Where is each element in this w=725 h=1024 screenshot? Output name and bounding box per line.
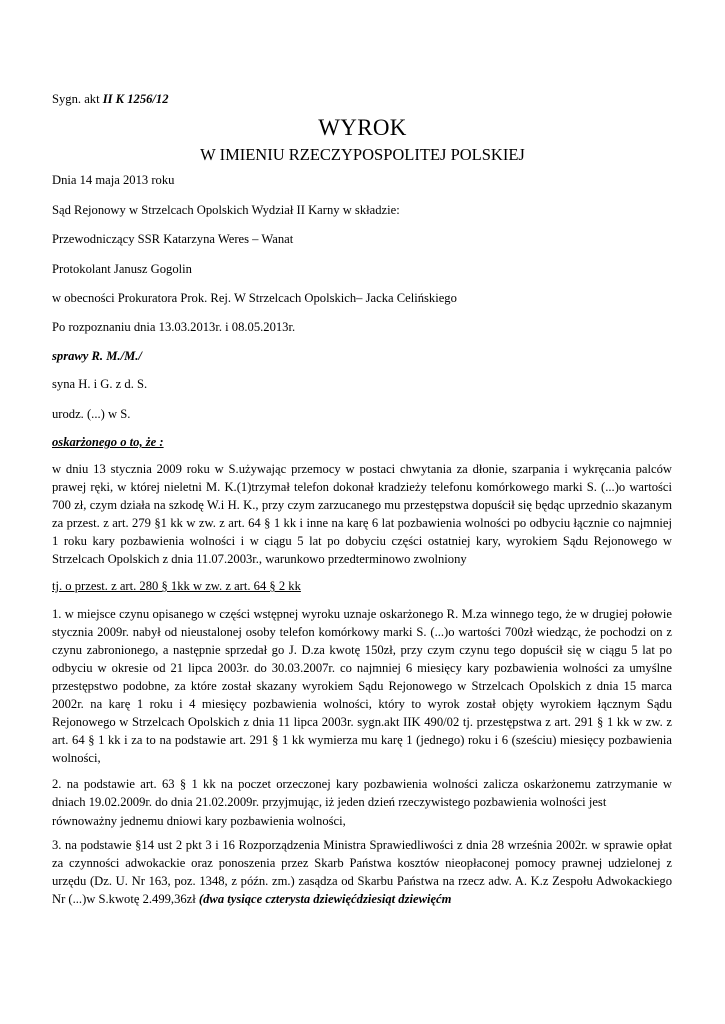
birth-line: urodz. (...) w S.	[52, 407, 131, 421]
hearing-dates: Po rozpoznaniu dnia 13.03.2013r. i 08.05.2013r.	[52, 320, 296, 334]
signature-prefix: Sygn. akt	[52, 92, 100, 106]
charge-description: w dniu 13 stycznia 2009 roku w S.używając przemocy w postaci chwytania za dłonie, szarpania i wykręcania palców prawej ręki, w której nieletni M. K.(1)trzymał telefon dokonał kradzieży telefonu komórkowego marki S. (...)o wartości 700 zł, czym działa na szkodę W.i H. K., przy czym zarzucanego mu przestępstwa dopuścił się będąc uprzednio skazanym za przest. z art. 279 §1 kk w zw. z art. 64 § 1 kk i inne na karę 6 lat pozbawienia wolności po odbyciu łącznie co najmniej 1 roku kary pozbawienia wolności i w ciągu 5 lat po dobyciu części ostatniej kary, wyrokiem Sądu Rejonowego w Strzelcach Opolskich z dnia 11.07.2003r., warunkowo przedterminowo zwolniony	[52, 462, 672, 566]
case-label: sprawy R. M./M./	[52, 349, 142, 363]
point-3-text: 3. na podstawie §14 ust 2 pkt 3 i 16 Rozporządzenia Ministra Sprawiedliwości z dnia 28 września 2002r. w sprawie opłat za czynności adwokackie oraz ponoszenia przez Skarb Państwa kosztów nieopłaconej pomocy prawnej udzielonej z urzędu (Dz. U. Nr 163, poz. 1348, z późn. zm.) zasądza od Skarbu Państwa na rzecz adw. A. K.z Zespołu Adwokackiego Nr (...)w S.kwotę 2.499,36zł	[52, 838, 672, 906]
verdict-point-2-continued: równoważny jednemu dniowi kary pozbawienia wolności,	[52, 814, 346, 828]
verdict-point-3	[52, 836, 672, 908]
document-title: WYROK	[318, 115, 407, 140]
verdict-date: Dnia 14 maja 2013 roku	[52, 173, 175, 187]
parents-line: syna H. i G. z d. S.	[52, 377, 148, 391]
court-composition: Sąd Rejonowy w Strzelcach Opolskich Wydział II Karny w składzie:	[52, 203, 400, 217]
verdict-point-2: 2. na podstawie art. 63 § 1 kk na poczet orzeczonej kary pozbawienia wolności zalicza oskarżonemu zatrzymanie w dniach 19.02.2009r. do dnia 21.02.2009r. przyjmując, iż jeden dzień rzeczywistego pozbawienia wolności jest	[52, 777, 672, 809]
case-signature	[52, 90, 672, 108]
legal-qualification: tj. o przest. z art. 280 § 1kk w zw. z art. 64 § 2 kk	[52, 579, 301, 593]
presiding-judge: Przewodniczący SSR Katarzyna Weres – Wanat	[52, 232, 294, 246]
prosecutor-line: w obecności Prokuratora Prok. Rej. W Strzelcach Opolskich– Jacka Celińskiego	[52, 291, 457, 305]
court-clerk: Protokolant Janusz Gogolin	[52, 262, 192, 276]
point-3-amount-words: (dwa tysiące czterysta dziewięćdziesiąt dziewięćm	[198, 892, 452, 906]
document-subtitle: W IMIENIU RZECZYPOSPOLITEJ POLSKIEJ	[200, 145, 525, 164]
signature-number: II K 1256/12	[102, 92, 169, 106]
verdict-point-1: 1. w miejsce czynu opisanego w części wstępnej wyroku uznaje oskarżonego R. M.za winnego tego, że w drugiej połowie stycznia 2009r. nabył od nieustalonej osoby telefon komórkowy marki S. (...)o wartości 700zł wiedząc, że pochodzi on z czynu zabronionego, a następnie sprzedał go J. D.za kwotę 150zł, przy czym czynu tego dopuścił się w ciągu 5 lat po odbyciu w okresie od 21 lipca 2003r. do 30.03.2007r. co najmniej 6 miesięcy kary pozbawienia wolności za umyślne przestępstwo podobne, za które został skazany wyrokiem Sądu Rejonowego w Strzelcach Opolskich z dnia 15 marca 2002r. na karę 1 roku i 4 miesięcy pozbawienia wolności, który to wyrok został objęty wyrokiem łącznym Sądu Rejonowego w Strzelcach Opolskich z dnia 11 lipca 2003r. sygn.akt IIK 490/02 tj. przestępstwa z art. 291 § 1 kk w zw. z art. 64 § 1 kk i za to na podstawie art. 291 § 1 kk wymierza mu karę 1 (jednego) roku i 6 (sześciu) miesięcy pozbawienia wolności,	[52, 607, 672, 765]
charged-heading: oskarżonego o to, że :	[52, 435, 164, 449]
